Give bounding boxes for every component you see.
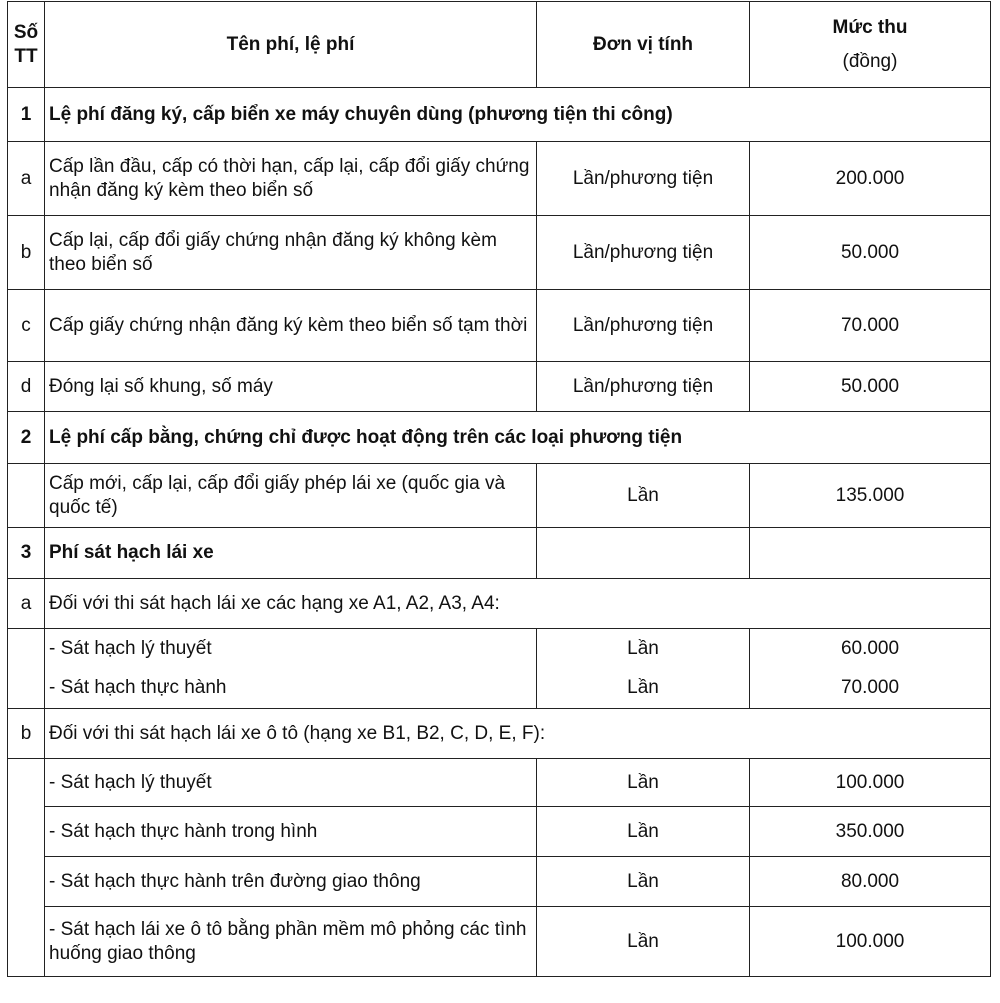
subsection-no: b xyxy=(8,709,45,759)
empty-cell xyxy=(750,528,991,579)
table-row xyxy=(8,142,991,216)
section-no: 1 xyxy=(8,88,45,142)
row-fee: 135.000 xyxy=(750,464,991,528)
section-row xyxy=(8,528,991,579)
row-unit: Lần xyxy=(537,629,750,669)
table-row xyxy=(8,464,991,528)
section-row xyxy=(8,412,991,464)
row-fee: 80.000 xyxy=(750,857,991,907)
row-unit: Lần xyxy=(537,807,750,857)
row-name: Cấp lại, cấp đổi giấy chứng nhận đăng ký không kèm theo biển số xyxy=(45,216,537,290)
table-header-row xyxy=(8,2,991,88)
row-no xyxy=(8,629,45,709)
row-unit: Lần/phương tiện xyxy=(537,362,750,412)
row-name: Đóng lại số khung, số máy xyxy=(45,362,537,412)
row-unit: Lần xyxy=(537,759,750,807)
row-name: - Sát hạch thực hành xyxy=(45,669,537,709)
row-fee: 50.000 xyxy=(750,362,991,412)
row-fee: 50.000 xyxy=(750,216,991,290)
header-unit: Đơn vị tính xyxy=(537,2,750,88)
header-fee-unit: (đồng) xyxy=(842,50,898,72)
row-name: - Sát hạch lái xe ô tô bằng phần mềm mô phỏng các tình huống giao thông xyxy=(45,907,537,977)
section-no: 2 xyxy=(8,412,45,464)
section-no: 3 xyxy=(8,528,45,579)
table-row xyxy=(8,362,991,412)
subsection-row xyxy=(8,579,991,629)
row-name: Cấp lần đầu, cấp có thời hạn, cấp lại, cấp đổi giấy chứng nhận đăng ký kèm theo biển số xyxy=(45,142,537,216)
row-unit: Lần xyxy=(537,907,750,977)
header-fee-label: Mức thu xyxy=(832,16,908,38)
subsection-no: a xyxy=(8,579,45,629)
row-unit: Lần xyxy=(537,464,750,528)
section-title: Phí sát hạch lái xe xyxy=(45,528,537,579)
subsection-row xyxy=(8,709,991,759)
row-fee: 100.000 xyxy=(750,759,991,807)
row-no xyxy=(8,464,45,528)
empty-cell xyxy=(537,528,750,579)
header-no: Số TT xyxy=(8,2,45,88)
row-no: a xyxy=(8,142,45,216)
row-fee: 70.000 xyxy=(750,669,991,709)
subsection-title: Đối với thi sát hạch lái xe các hạng xe A1, A2, A3, A4: xyxy=(45,579,991,629)
row-unit: Lần/phương tiện xyxy=(537,290,750,362)
row-name: - Sát hạch thực hành trong hình xyxy=(45,807,537,857)
row-fee: 70.000 xyxy=(750,290,991,362)
table-row xyxy=(8,907,991,977)
section-title: Lệ phí đăng ký, cấp biển xe máy chuyên dùng (phương tiện thi công) xyxy=(45,88,991,142)
row-no: b xyxy=(8,216,45,290)
row-fee: 350.000 xyxy=(750,807,991,857)
table-row xyxy=(8,669,991,709)
header-fee xyxy=(750,2,991,88)
row-unit: Lần xyxy=(537,669,750,709)
header-name: Tên phí, lệ phí xyxy=(45,2,537,88)
table-row xyxy=(8,857,991,907)
subsection-title: Đối với thi sát hạch lái xe ô tô (hạng xe B1, B2, C, D, E, F): xyxy=(45,709,991,759)
table-row xyxy=(8,759,991,807)
row-name: Cấp giấy chứng nhận đăng ký kèm theo biển số tạm thời xyxy=(45,290,537,362)
section-title: Lệ phí cấp bằng, chứng chỉ được hoạt động trên các loại phương tiện xyxy=(45,412,991,464)
table-row xyxy=(8,807,991,857)
fee-table xyxy=(7,1,991,977)
row-name: - Sát hạch lý thuyết xyxy=(45,759,537,807)
row-fee: 60.000 xyxy=(750,629,991,669)
row-no xyxy=(8,759,45,977)
table-row xyxy=(8,216,991,290)
row-name: Cấp mới, cấp lại, cấp đổi giấy phép lái xe (quốc gia và quốc tế) xyxy=(45,464,537,528)
row-unit: Lần/phương tiện xyxy=(537,216,750,290)
row-unit: Lần xyxy=(537,857,750,907)
table-row xyxy=(8,290,991,362)
section-row xyxy=(8,88,991,142)
table-row xyxy=(8,629,991,669)
row-fee: 100.000 xyxy=(750,907,991,977)
fee-table-wrapper xyxy=(7,1,991,977)
row-name: - Sát hạch lý thuyết xyxy=(45,629,537,669)
row-no: d xyxy=(8,362,45,412)
row-unit: Lần/phương tiện xyxy=(537,142,750,216)
row-name: - Sát hạch thực hành trên đường giao thông xyxy=(45,857,537,907)
row-fee: 200.000 xyxy=(750,142,991,216)
row-no: c xyxy=(8,290,45,362)
